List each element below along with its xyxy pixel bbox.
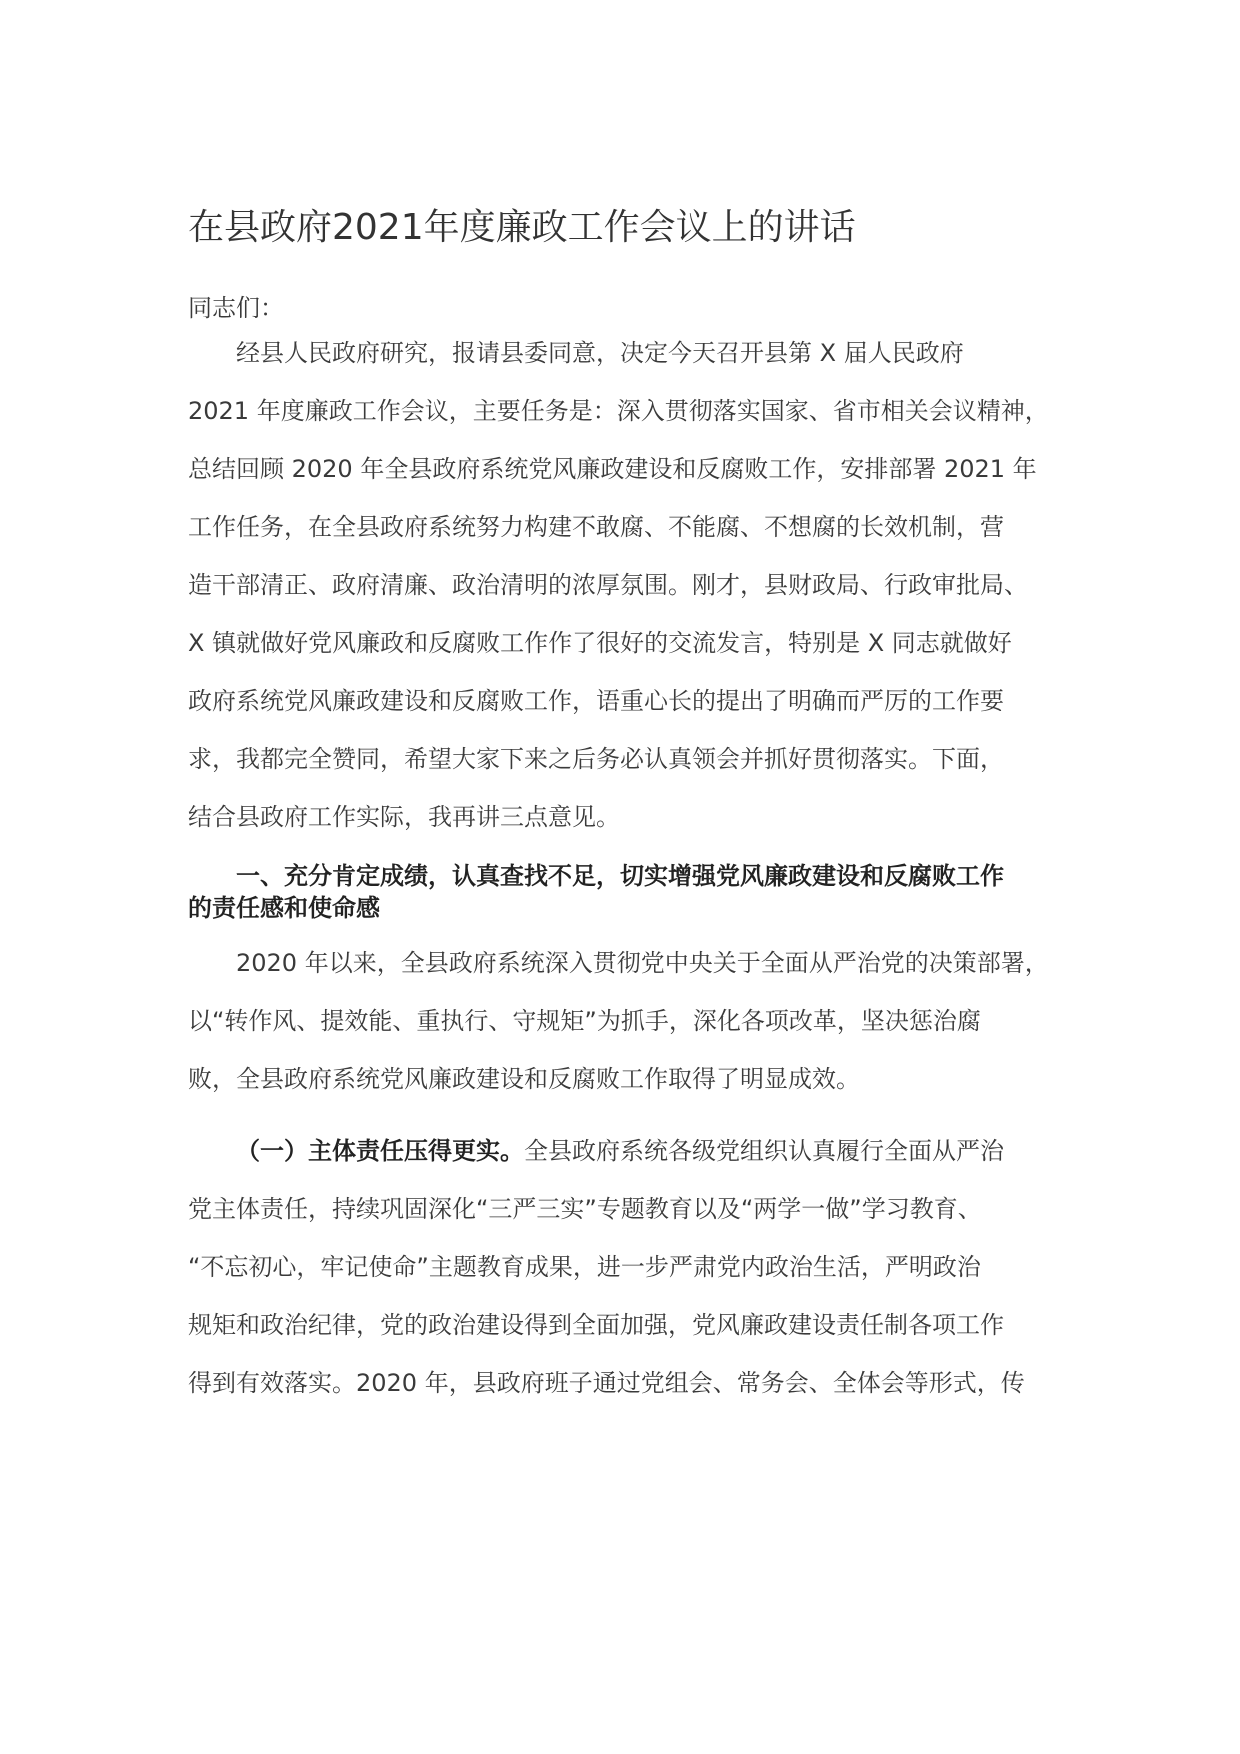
subsection-lead: （一）主体责任压得更实。 <box>236 1137 524 1165</box>
paragraph-line: 规矩和政治纪律，党的政治建设得到全面加强，党风廉政建设责任制各项工作 <box>188 1311 1004 1339</box>
paragraph-line: 造干部清正、政府清廉、政治清明的浓厚氛围。刚才，县财政局、行政审批局、 <box>188 571 1028 599</box>
paragraph-line: 工作任务，在全县政府系统努力构建不敢腐、不能腐、不想腐的长效机制，营 <box>188 513 1004 541</box>
paragraph-line: X 镇就做好党风廉政和反腐败工作作了很好的交流发言，特别是 X 同志就做好 <box>188 629 1012 657</box>
heading-line: 的责任感和使命感 <box>188 894 380 922</box>
paragraph-line: 2020 年以来，全县政府系统深入贯彻党中央关于全面从严治党的决策部署， <box>236 949 1049 977</box>
paragraph-line: 总结回顾 2020 年全县政府系统党风廉政建设和反腐败工作，安排部署 2021 年 <box>188 455 1037 483</box>
paragraph-line: “不忘初心，牢记使命”主题教育成果，进一步严肃党内政治生活，严明政治 <box>188 1253 981 1281</box>
greeting: 同志们： <box>188 294 284 322</box>
document-title: 在县政府2021年度廉政工作会议上的讲话 <box>188 207 856 248</box>
paragraph-line: 党主体责任，持续巩固深化“三严三实”专题教育以及“两学一做”学习教育、 <box>188 1195 982 1223</box>
paragraph-first-line <box>236 1131 1004 1171</box>
paragraph-line: 以“转作风、提效能、重执行、守规矩”为抓手，深化各项改革，坚决惩治腐 <box>188 1007 981 1035</box>
paragraph-line: 结合县政府工作实际，我再讲三点意见。 <box>188 803 620 831</box>
paragraph-line: 得到有效落实。2020 年，县政府班子通过党组会、常务会、全体会等形式，传 <box>188 1369 1025 1397</box>
paragraph-line: 求，我都完全赞同，希望大家下来之后务必认真领会并抓好贯彻落实。下面， <box>188 745 1004 773</box>
paragraph-line: 败，全县政府系统党风廉政建设和反腐败工作取得了明显成效。 <box>188 1065 860 1093</box>
paragraph-first-line-rest: 全县政府系统各级党组织认真履行全面从严治 <box>524 1137 1004 1165</box>
paragraph-line: 经县人民政府研究，报请县委同意，决定今天召开县第 X 届人民政府 <box>236 339 964 367</box>
paragraph-line: 2021 年度廉政工作会议，主要任务是：深入贯彻落实国家、省市相关会议精神， <box>188 397 1049 425</box>
paragraph-line: 政府系统党风廉政建设和反腐败工作，语重心长的提出了明确而严厉的工作要 <box>188 687 1004 715</box>
heading-line: 一、充分肯定成绩，认真查找不足，切实增强党风廉政建设和反腐败工作 <box>236 862 1004 890</box>
